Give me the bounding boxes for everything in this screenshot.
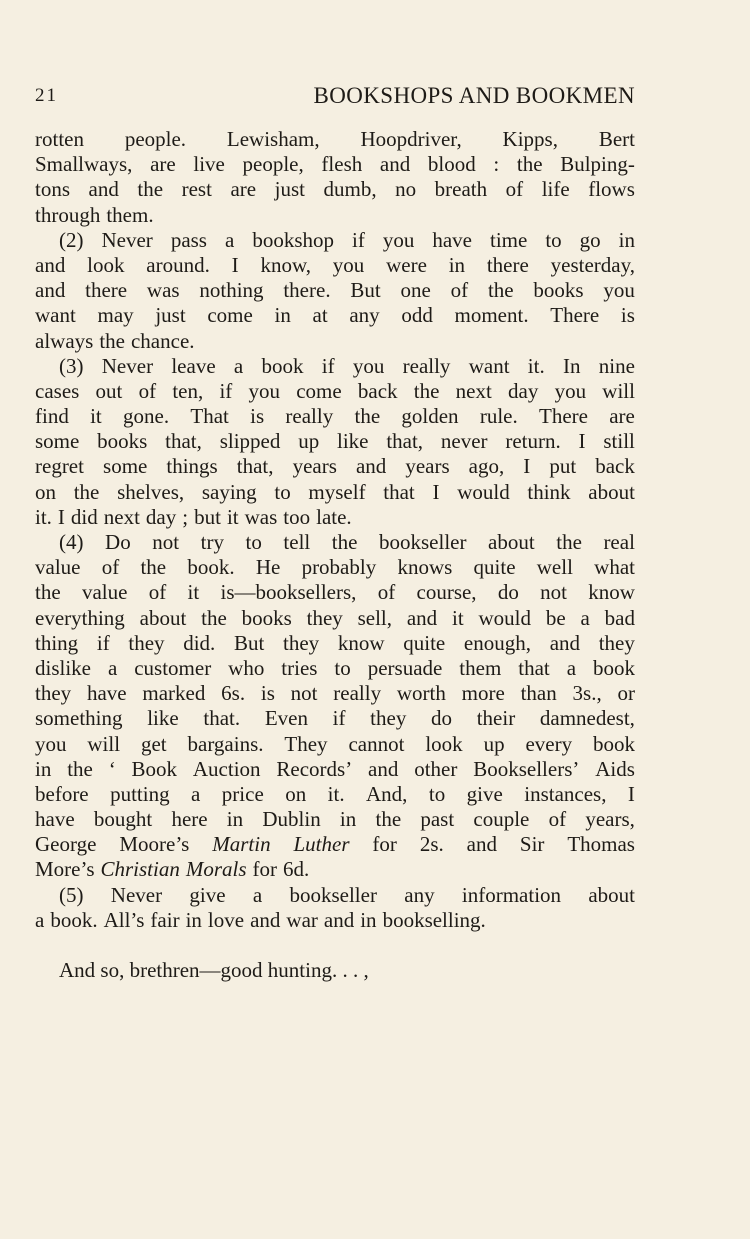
body-text xyxy=(35,127,635,933)
text-line: More’s Christian Morals for 6d. xyxy=(35,857,310,882)
text-line: in the ‘ Book Auction Records’ and other Booksellers’ Aids xyxy=(35,756,635,781)
text-line: cases out of ten, if you come back the next day you will xyxy=(35,378,635,403)
running-title: BOOKSHOPS AND BOOKMEN xyxy=(313,83,635,108)
text-line: (4) Do not try to tell the bookseller about the real xyxy=(59,530,635,554)
text-line: it. I did next day ; but it was too late. xyxy=(35,504,352,529)
text-line: rotten people. Lewisham, Hoopdriver, Kipps, Bert xyxy=(35,127,635,151)
text-line: thing if they did. But they know quite enough, and they xyxy=(35,630,635,655)
text-line: some books that, slipped up like that, never return. I still xyxy=(35,429,635,454)
text-line: have bought here in Dublin in the past couple of years, xyxy=(35,807,635,832)
text-line: on the shelves, saying to myself that I would think about xyxy=(35,479,635,504)
text-line: Smallways, are live people, flesh and blood : the Bulping- xyxy=(35,152,635,177)
text-line: tons and the rest are just dumb, no breath of life flows xyxy=(35,177,635,202)
text-line: always the chance. xyxy=(35,328,195,353)
text-line: everything about the books they sell, and it would be a bad xyxy=(35,605,635,630)
text-line: find it gone. That is really the golden rule. There are xyxy=(35,404,635,429)
text-line: dislike a customer who tries to persuade them that a book xyxy=(35,655,635,680)
text-line: George Moore’s Martin Luther for 2s. and Sir Thomas xyxy=(35,832,635,857)
running-head xyxy=(35,83,635,113)
text-line: value of the book. He probably knows quite well what xyxy=(35,555,635,580)
text-line: and there was nothing there. But one of the books you xyxy=(35,278,635,303)
text-line: (5) Never give a bookseller any information about xyxy=(59,882,635,907)
text-line: the value of it is—booksellers, of course, do not know xyxy=(35,580,635,605)
text-line: want may just come in at any odd moment. There is xyxy=(35,303,635,328)
closing-line: And so, brethren—good hunting. . . , xyxy=(59,958,369,982)
text-line: regret some things that, years and years ago, I put back xyxy=(35,454,635,479)
text-line: before putting a price on it. And, to give instances, I xyxy=(35,781,635,806)
text-line: a book. All’s fair in love and war and in bookselling. xyxy=(35,907,486,932)
page-number: 21 xyxy=(35,85,58,106)
text-line: something like that. Even if they do their damnedest, xyxy=(35,706,635,731)
text-line: (3) Never leave a book if you really want it. In nine xyxy=(59,353,635,378)
text-line: they have marked 6s. is not really worth more than 3s., or xyxy=(35,681,635,706)
text-line: (2) Never pass a bookshop if you have time to go in xyxy=(59,227,635,252)
text-line: you will get bargains. They cannot look up every book xyxy=(35,731,635,756)
text-line: through them. xyxy=(35,202,154,227)
text-line: and look around. I know, you were in there yesterday, xyxy=(35,252,635,277)
